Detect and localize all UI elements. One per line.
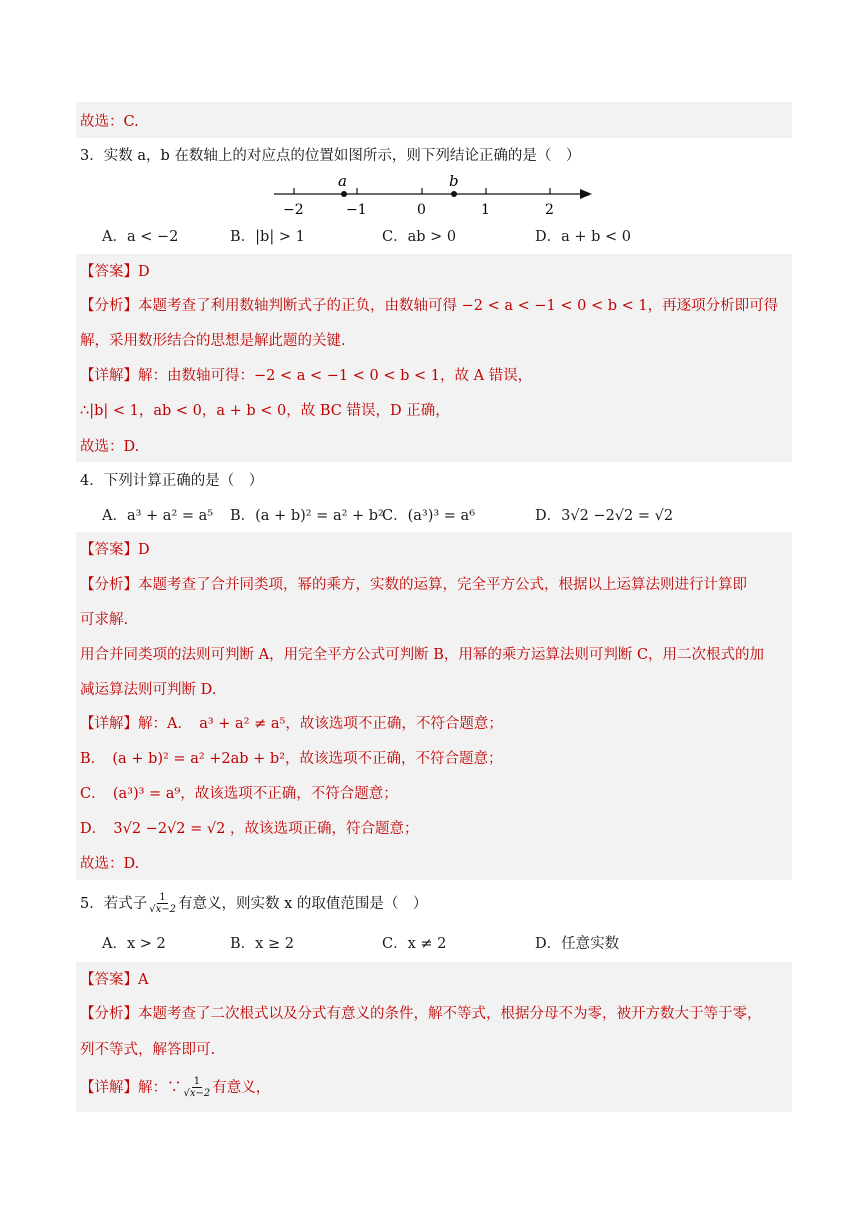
q5-stem-prefix: 5．若式子 <box>80 895 148 912</box>
q5-answer: 【答案】A <box>80 972 149 988</box>
q5-option-b: B．x ≥ 2 <box>230 936 294 952</box>
q5-option-d: D．任意实数 <box>535 936 620 952</box>
q5-detail-suffix: 有意义， <box>212 1079 271 1096</box>
q4-analysis-line3: 用合并同类项的法则可判断 A，用完全平方公式可判断 B，用幂的乘方运算法则可判断 C，用二次根式的加 <box>80 647 765 663</box>
q3-detail-line1: 【详解】解：由数轴可得：−2 < a < −1 < 0 < b < 1，故 A 错误， <box>80 368 533 384</box>
q3-option-b: B．|b| > 1 <box>230 229 305 245</box>
q4-option-d: D．3√2 −2√2 = √2 <box>535 508 674 524</box>
q5-fraction-den: √x−2 <box>149 904 176 915</box>
q3-analysis-line2: 解，采用数形结合的思想是解此题的关键. <box>80 333 346 349</box>
q5-stem <box>80 892 427 915</box>
point-a-label: a <box>338 172 347 190</box>
q5-fraction-num: 1 <box>159 892 166 903</box>
q3-choose: 故选：D. <box>80 439 140 455</box>
q3-stem: 3．实数 a，b 在数轴上的对应点的位置如图所示，则下列结论正确的是（ ） <box>80 148 581 164</box>
q3-option-c: C．ab > 0 <box>382 229 457 245</box>
q5-stem-suffix: 有意义，则实数 x 的取值范围是（ ） <box>178 895 428 912</box>
q4-option-c: C．(a³)³ = a⁶ <box>382 508 476 524</box>
q4-option-a: A．a³ + a² = a⁵ <box>102 508 214 524</box>
q5-detail-fraction-num: 1 <box>193 1076 201 1087</box>
q4-detail-line1: 【详解】解：A． a³ + a² ≠ a⁵，故该选项不正确，不符合题意； <box>80 716 503 732</box>
q3-option-a: A．a < −2 <box>102 229 179 245</box>
q5-analysis-line1: 【分析】本题考查了二次根式以及分式有意义的条件，解不等式，根据分母不为零，被开方数大于等于零， <box>80 1006 762 1022</box>
q4-analysis-line2: 可求解. <box>80 612 129 628</box>
answer-box-q2 <box>76 102 792 138</box>
q3-answer: 【答案】D <box>80 264 150 280</box>
q4-detail-line2: B． (a + b)² = a² +2ab + b²，故该选项不正确，不符合题意； <box>80 751 503 767</box>
q5-option-a: A．x > 2 <box>102 936 166 952</box>
tick-label-0: 0 <box>417 202 426 218</box>
answer-box-q3 <box>76 254 792 462</box>
tick-label-neg2: −2 <box>283 202 304 218</box>
q4-option-b: B．(a + b)² = a² + b² <box>230 508 384 524</box>
q3-analysis-line1: 【分析】本题考查了利用数轴判断式子的正负，由数轴可得 −2 < a < −1 < 0 < b < 1，再逐项分析即可得 <box>80 298 779 314</box>
tick-label-neg1: −1 <box>346 202 367 218</box>
q4-stem: 4．下列计算正确的是（ ） <box>80 473 264 489</box>
q4-analysis-line4: 减运算法则可判断 D. <box>80 682 217 698</box>
q4-analysis-line1: 【分析】本题考查了合并同类项，幂的乘方，实数的运算，完全平方公式，根据以上运算法则进行计算即 <box>80 577 747 593</box>
q5-detail-prefix: 【详解】解：∵ <box>80 1079 182 1096</box>
q3-option-d: D．a + b < 0 <box>535 229 632 245</box>
q5-option-c: C．x ≠ 2 <box>382 936 447 952</box>
q5-detail-fraction-den: √x−2 <box>183 1088 211 1099</box>
number-line-figure <box>262 172 602 222</box>
tick-label-2: 2 <box>545 202 554 218</box>
q4-answer: 【答案】D <box>80 542 150 558</box>
q5-detail-fraction <box>184 1076 211 1099</box>
q4-detail-line3: C． (a³)³ = a⁹，故该选项不正确，不符合题意； <box>80 786 398 802</box>
q3-detail-line2: ∴|b| < 1，ab < 0，a + b < 0，故 BC 错误，D 正确， <box>80 403 450 419</box>
q4-detail-line4: D． 3√2 −2√2 = √2 ，故该选项正确，符合题意； <box>80 821 419 837</box>
q5-analysis-line2: 列不等式，解答即可. <box>80 1042 216 1058</box>
point-b-label: b <box>449 172 459 190</box>
q2-choose: 故选：C. <box>80 114 139 130</box>
tick-label-1: 1 <box>481 202 490 218</box>
q4-choose: 故选：D. <box>80 856 140 872</box>
q5-fraction <box>149 892 176 915</box>
q5-detail <box>80 1076 270 1099</box>
